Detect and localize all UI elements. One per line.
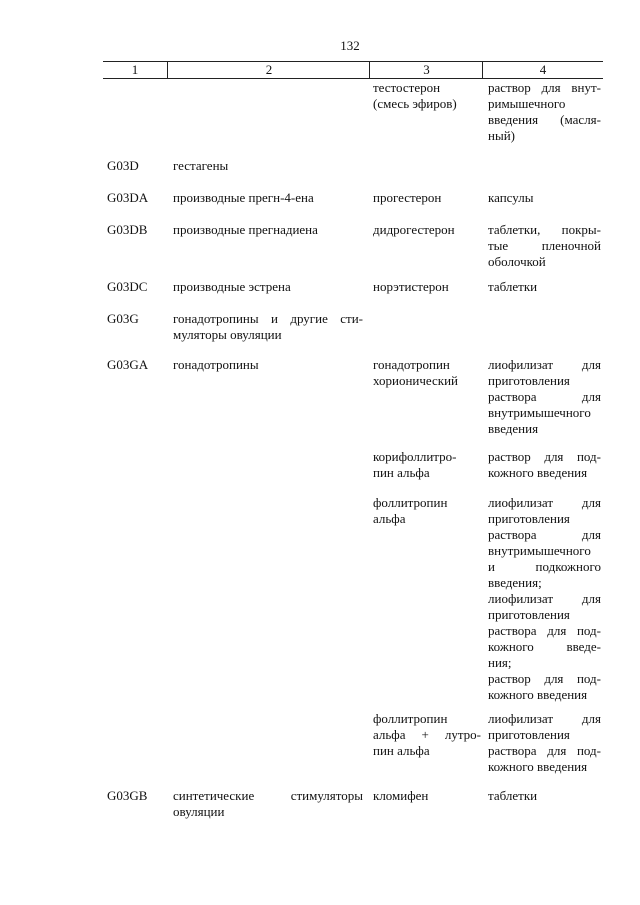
atc-group-line: синтетические стимуляторы <box>173 788 363 803</box>
dosage-form-line: раствор для под- <box>488 671 601 686</box>
dosage-form-line: раствор для внут- <box>488 80 601 95</box>
dosage-form-line: приготовления <box>488 511 570 526</box>
atc-group <box>173 788 363 820</box>
dosage-form <box>488 357 601 437</box>
dosage-form-line: приготовления <box>488 727 570 742</box>
drug-name-line: (смесь эфиров) <box>373 96 457 111</box>
dosage-form-line: ния; <box>488 655 512 670</box>
dosage-form-line: раствора для <box>488 527 601 542</box>
atc-group-line: производные прегнадиена <box>173 222 318 237</box>
dosage-form <box>488 222 601 270</box>
atc-group-line: производные прегн-4-ена <box>173 190 314 205</box>
atc-group-line: овуляции <box>173 804 225 819</box>
drug-name-line: кломифен <box>373 788 429 803</box>
dosage-form-line: лиофилизат для <box>488 357 601 372</box>
atc-code: G03GB <box>107 788 148 803</box>
header-col-1: 1 <box>131 62 139 77</box>
dosage-form-line: и подкожного <box>488 559 601 574</box>
table-header <box>103 61 603 79</box>
drug-name <box>373 788 481 804</box>
dosage-form-line: раствора для <box>488 389 601 404</box>
dosage-form-line: лиофилизат для <box>488 495 601 510</box>
drug-name-line: альфа + лутро- <box>373 727 481 742</box>
dosage-form-line: тые пленочной <box>488 238 601 253</box>
dosage-form <box>488 190 601 206</box>
atc-code: G03G <box>107 311 139 326</box>
atc-group-line: производные эстрена <box>173 279 291 294</box>
atc-group <box>173 279 363 295</box>
dosage-form <box>488 449 601 481</box>
dosage-form-line: таблетки <box>488 279 538 294</box>
drug-name-line: корифоллитро- <box>373 449 457 464</box>
drug-name-line: фоллитропин <box>373 711 448 726</box>
drug-name-line: пин альфа <box>373 743 430 758</box>
drug-name-line: гонадотропин <box>373 357 450 372</box>
dosage-form-line: приготовления <box>488 373 570 388</box>
dosage-form-line: капсулы <box>488 190 534 205</box>
dosage-form <box>488 80 601 144</box>
atc-code: G03DA <box>107 190 149 205</box>
atc-group <box>173 311 363 343</box>
dosage-form-line: кожного введения <box>488 465 588 480</box>
drug-name <box>373 495 481 527</box>
atc-code: G03GA <box>107 357 149 372</box>
dosage-form-line: раствора для под- <box>488 623 601 638</box>
atc-group <box>173 357 363 373</box>
drug-name <box>373 80 481 112</box>
dosage-form <box>488 711 601 775</box>
atc-group-line: муляторы овуляции <box>173 327 282 342</box>
atc-group-line: гонадотропины <box>173 357 259 372</box>
drug-name-line: фоллитропин <box>373 495 448 510</box>
drug-name-line: норэтистерон <box>373 279 449 294</box>
dosage-form-line: внутримышечного <box>488 543 591 558</box>
dosage-form-line: введения; <box>488 575 542 590</box>
dosage-form-line: введения (масля- <box>488 112 601 127</box>
dosage-form-line: лиофилизат для <box>488 591 601 606</box>
dosage-form-line: внутримышечного <box>488 405 591 420</box>
dosage-form <box>488 788 601 804</box>
dosage-form <box>488 495 601 703</box>
drug-name-line: тестостерон <box>373 80 441 95</box>
drug-name <box>373 279 481 295</box>
atc-code: G03D <box>107 158 139 173</box>
dosage-form-line: кожного введе- <box>488 639 601 654</box>
dosage-form <box>488 279 601 295</box>
dosage-form-line: ный) <box>488 128 515 143</box>
drug-name <box>373 357 481 389</box>
atc-group <box>173 158 363 174</box>
drug-name <box>373 449 481 481</box>
dosage-form-line: раствора для под- <box>488 743 601 758</box>
atc-code: G03DC <box>107 279 148 294</box>
drug-name-line: дидрогестерон <box>373 222 455 237</box>
header-col-3: 3 <box>369 62 483 78</box>
dosage-form-line: кожного введения <box>488 759 588 774</box>
dosage-form-line: раствор для под- <box>488 449 601 464</box>
dosage-form-line: лиофилизат для <box>488 711 601 726</box>
dosage-form-line: оболочкой <box>488 254 546 269</box>
drug-name <box>373 711 481 759</box>
atc-group-line: гестагены <box>173 158 229 173</box>
drug-name-line: хорионический <box>373 373 459 388</box>
dosage-form-line: таблетки, покры- <box>488 222 601 237</box>
atc-group <box>173 222 363 238</box>
dosage-form-line: римышечного <box>488 96 566 111</box>
drug-name-line: прогестерон <box>373 190 442 205</box>
dosage-form-line: кожного введения <box>488 687 588 702</box>
dosage-form-line: таблетки <box>488 788 538 803</box>
drug-name <box>373 190 481 206</box>
atc-group-line: гонадотропины и другие сти- <box>173 311 363 326</box>
drug-name-line: альфа <box>373 511 406 526</box>
page-number: 132 <box>340 38 360 53</box>
atc-group <box>173 190 363 206</box>
dosage-form-line: приготовления <box>488 607 570 622</box>
atc-code: G03DB <box>107 222 148 237</box>
drug-name <box>373 222 481 238</box>
dosage-form-line: введения <box>488 421 539 436</box>
header-col-4: 4 <box>482 62 603 78</box>
header-col-2: 2 <box>167 62 370 78</box>
drug-name-line: пин альфа <box>373 465 430 480</box>
